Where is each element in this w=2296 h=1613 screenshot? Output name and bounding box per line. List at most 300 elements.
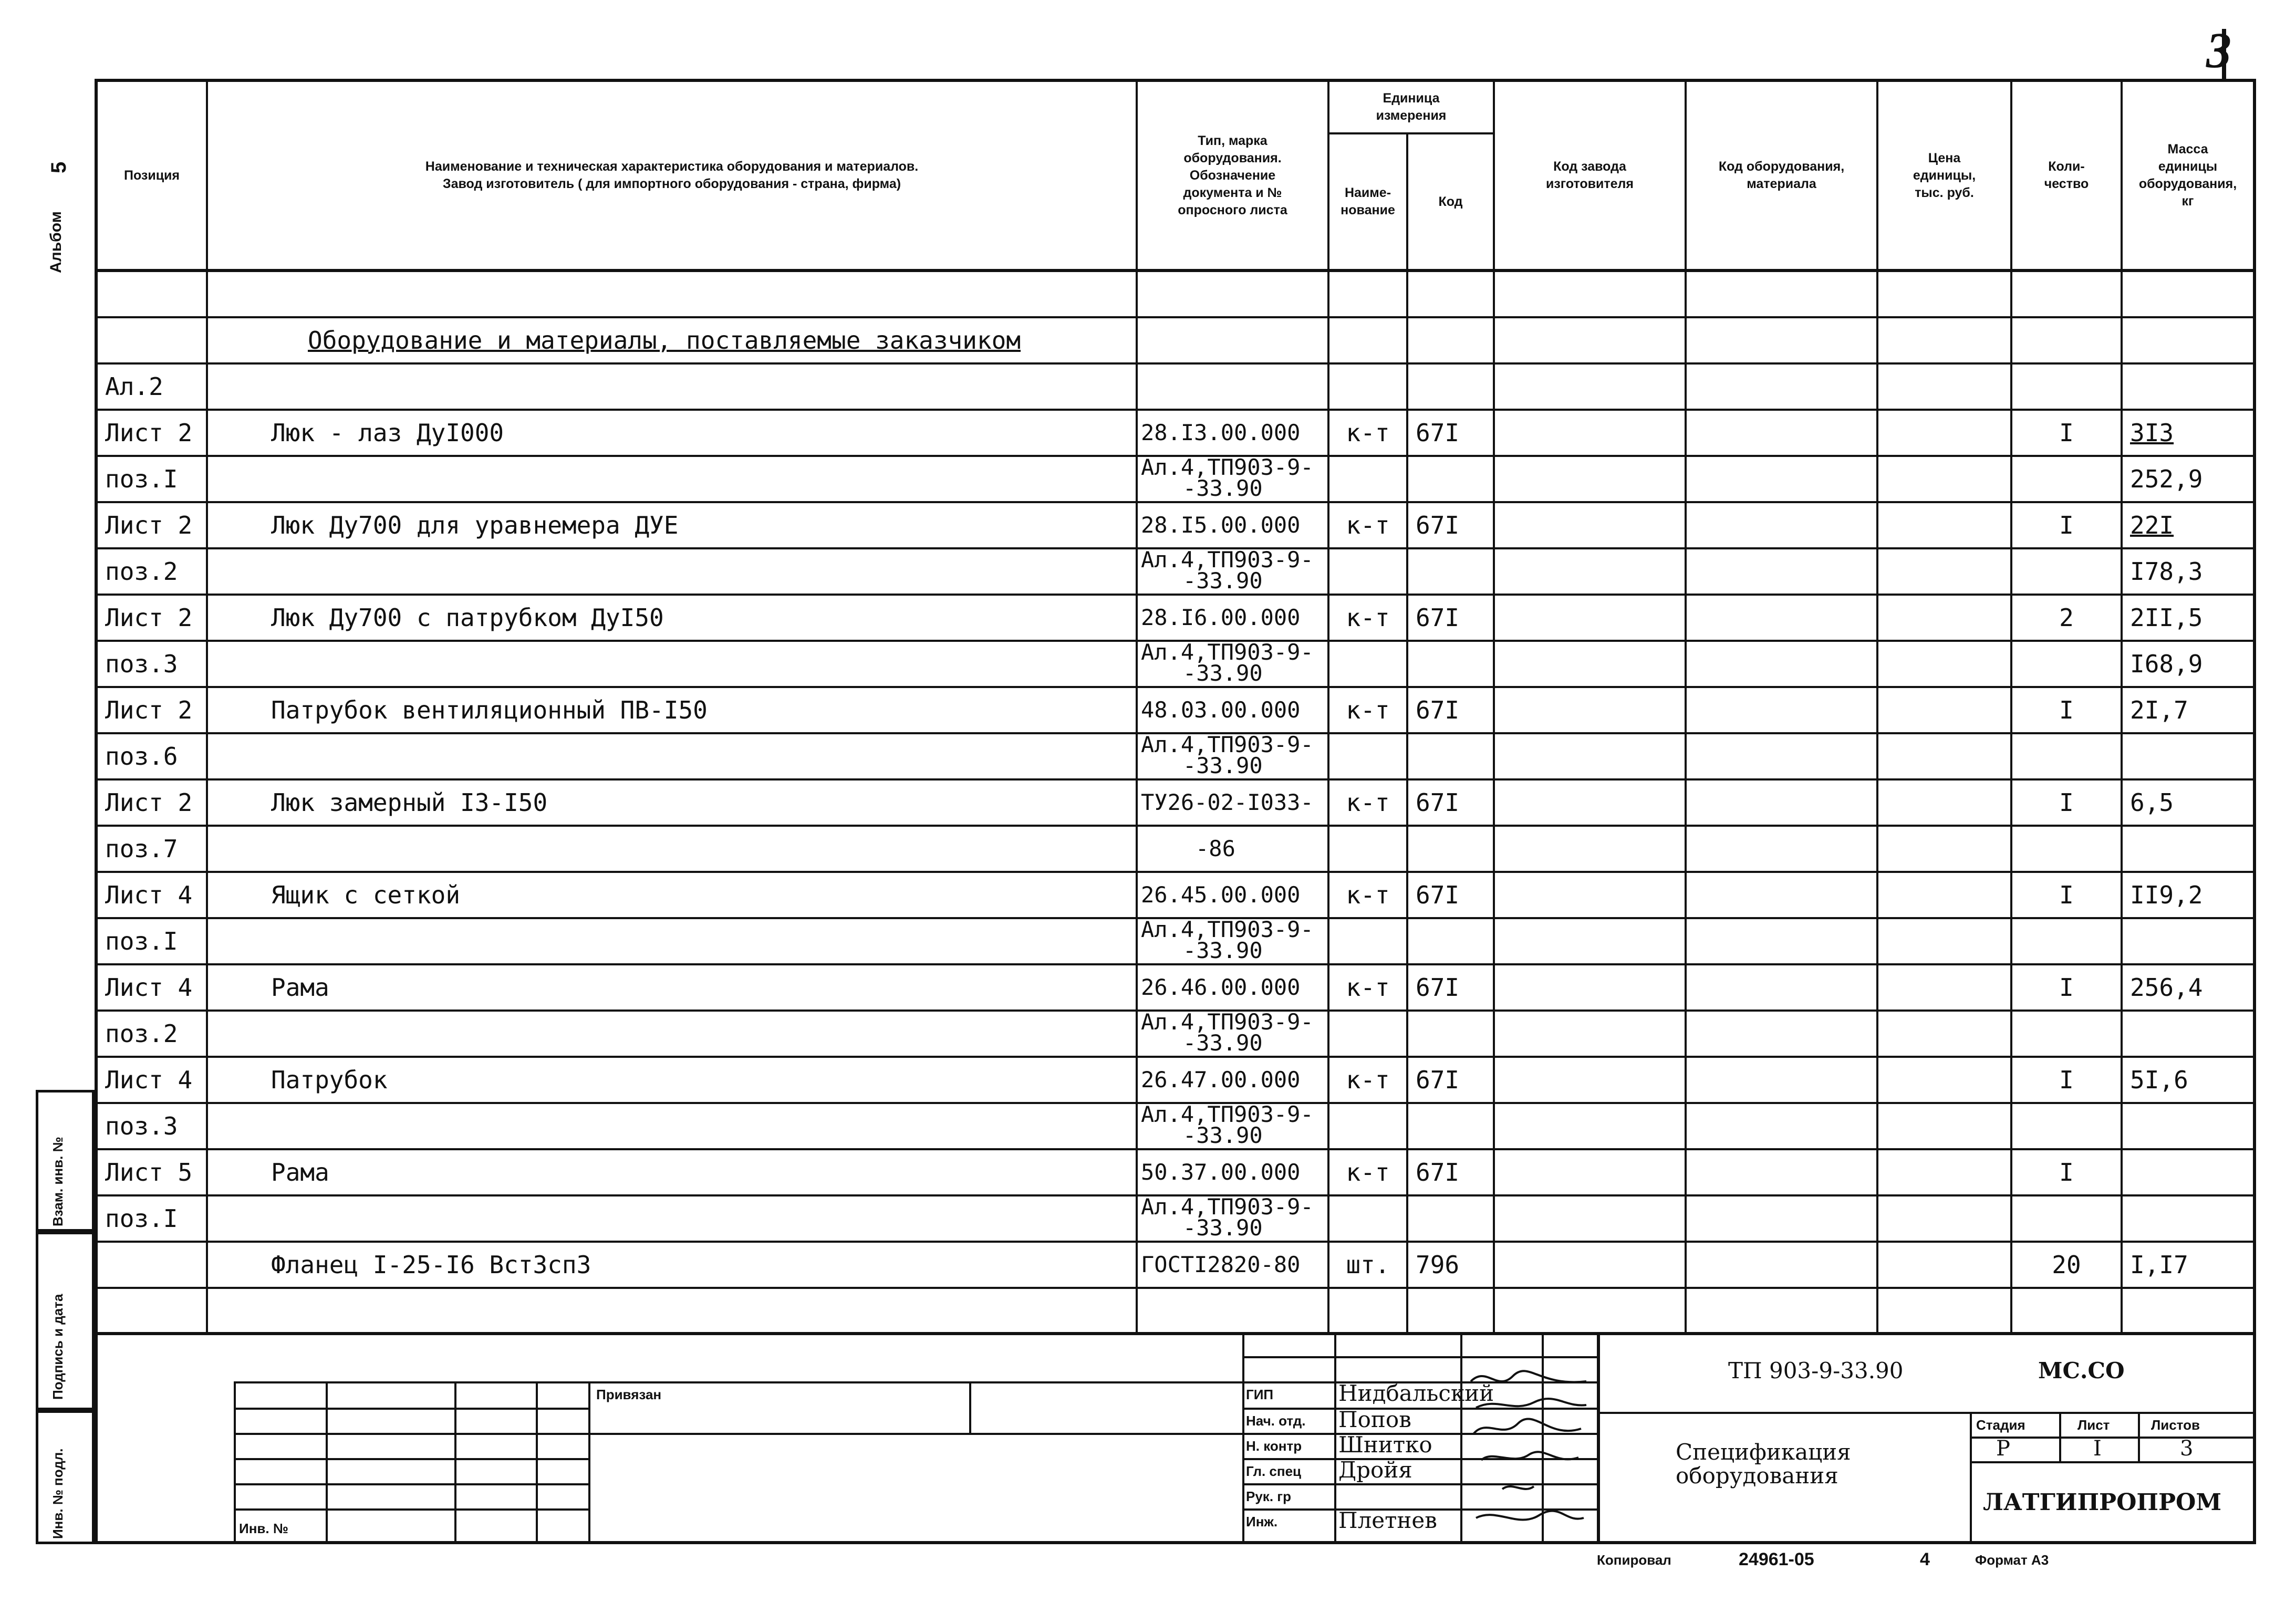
table-row-empty: [98, 272, 2253, 318]
cell-code: [1408, 457, 1495, 501]
row-code: 67I: [1416, 1158, 1460, 1187]
row-position: Ал.2: [105, 372, 163, 401]
cell-unit: [1329, 1104, 1408, 1148]
cell-factory: [1495, 318, 1687, 362]
cell-pos: [98, 688, 208, 732]
row-name: Патрубок вентиляционный ПВ-I50: [271, 696, 708, 724]
row-qty: 2: [2059, 603, 2074, 632]
cell-doc: [1138, 1196, 1329, 1241]
row-mass: 22I: [2130, 511, 2174, 539]
row-doc-l2: -33.90: [1183, 753, 1263, 778]
cell-factory: [1495, 1150, 1687, 1194]
table-row: [98, 549, 2253, 596]
cell-factory: [1495, 642, 1687, 686]
cell-price: [1878, 457, 2012, 501]
row-mass: I68,9: [2130, 650, 2203, 678]
cell-doc: [1138, 1058, 1329, 1102]
cell-qty: [2012, 365, 2123, 409]
sheets-value: 3: [2180, 1437, 2194, 1461]
title-right-row-1: [1597, 1412, 2253, 1414]
row-doc-l1: Ал.4,ТП903-9-: [1141, 1196, 1314, 1220]
title-block-top-line: [98, 1332, 2253, 1335]
row-position: Лист 4: [105, 973, 193, 1002]
row-qty: I: [2059, 419, 2074, 447]
document-title-l2: оборудования: [1676, 1463, 1838, 1489]
header-unit-group-l1: Единица: [1383, 91, 1440, 106]
table-row: [98, 596, 2253, 642]
signer-name: Плетнев: [1338, 1507, 1437, 1533]
privyazan-row-1: [234, 1408, 588, 1410]
header-unit-name-l2: нование: [1341, 203, 1395, 217]
row-mass: 5I,6: [2130, 1066, 2188, 1094]
cell-price: [1878, 1289, 2012, 1333]
cell-unit: [1329, 827, 1408, 871]
row-qty: I: [2059, 511, 2074, 539]
stage-col-2: [2138, 1412, 2140, 1461]
cell-mass: [2123, 596, 2253, 640]
stage-row-1: [1970, 1437, 2253, 1439]
signature-scribbles: [1466, 1360, 1597, 1539]
cell-name: [208, 688, 1138, 732]
row-unit: к-т: [1346, 1066, 1390, 1094]
cell-pos: [98, 1243, 208, 1287]
signer-name: Нидбальский: [1338, 1380, 1494, 1406]
row-unit: к-т: [1346, 1158, 1390, 1187]
cell-code: [1408, 272, 1495, 316]
sign-col-0: [1242, 1332, 1244, 1542]
header-price-l1: Цена: [1928, 150, 1961, 165]
cell-doc: [1138, 365, 1329, 409]
cell-qty: [2012, 596, 2123, 640]
row-qty: I: [2059, 881, 2074, 909]
cell-mass: [2123, 1012, 2253, 1056]
cell-qty: [2012, 318, 2123, 362]
privyazan-row-4: [234, 1483, 588, 1485]
table-row-section: [98, 318, 2253, 365]
row-qty: I: [2059, 1158, 2074, 1187]
album-label-text: Альбом: [47, 211, 65, 273]
cell-code: [1408, 503, 1495, 547]
header-mass-l3: оборудования,: [2138, 176, 2237, 191]
table-header: [98, 82, 2253, 272]
cell-qty: [2012, 1104, 2123, 1148]
cell-factory: [1495, 503, 1687, 547]
header-mass-l1: Масса: [2167, 142, 2208, 157]
privyazan-col-1: [326, 1381, 328, 1542]
table-row: [98, 1289, 2253, 1335]
cell-qty: [2012, 965, 2123, 1010]
cell-name: [208, 318, 1138, 362]
cell-mass: [2123, 318, 2253, 362]
row-code: 67I: [1416, 603, 1460, 632]
cell-name: [208, 1058, 1138, 1102]
row-code: 67I: [1416, 511, 1460, 539]
table-row: [98, 734, 2253, 781]
role-label: ГИП: [1246, 1387, 1274, 1402]
cell-code: [1408, 318, 1495, 362]
cell-price: [1878, 642, 2012, 686]
cell-price: [1878, 1196, 2012, 1241]
organization-name: ЛАТГИПРОПРОМ: [1983, 1489, 2222, 1516]
cell-equip: [1687, 1196, 1878, 1241]
privyazan-label: Привязан: [596, 1387, 662, 1402]
header-factory-l2: изготовителя: [1545, 176, 1634, 191]
cell-code: [1408, 781, 1495, 825]
cell-factory: [1495, 873, 1687, 917]
cell-pos: [98, 318, 208, 362]
stage-col-1: [2059, 1412, 2061, 1461]
cell-doc: [1138, 272, 1329, 316]
row-mass: 2II,5: [2130, 603, 2203, 632]
cell-price: [1878, 827, 2012, 871]
sign-col-1: [1334, 1332, 1336, 1542]
cell-unit: [1329, 781, 1408, 825]
header-unit-code: [1408, 134, 1495, 269]
cell-code: [1408, 596, 1495, 640]
cell-code: [1408, 1243, 1495, 1287]
stamp-inv-podl-text: Инв. № подл.: [50, 1448, 66, 1539]
row-doc-l2: -33.90: [1183, 1030, 1263, 1056]
row-position: поз.I: [105, 927, 178, 955]
cell-name: [208, 503, 1138, 547]
table-row: [98, 503, 2253, 549]
cell-code: [1408, 688, 1495, 732]
cell-unit: [1329, 503, 1408, 547]
cell-code: [1408, 1058, 1495, 1102]
album-number: 5: [47, 161, 70, 173]
row-name: Патрубок: [271, 1066, 388, 1094]
row-mass: I78,3: [2130, 557, 2203, 586]
cell-equip: [1687, 272, 1878, 316]
cell-name: [208, 1289, 1138, 1333]
cell-price: [1878, 365, 2012, 409]
cell-name: [208, 272, 1138, 316]
sheet-label: Лист: [2077, 1417, 2110, 1433]
row-position: поз.2: [105, 1019, 178, 1048]
cell-name: [208, 1150, 1138, 1194]
cell-price: [1878, 318, 2012, 362]
row-doc-l1: Ал.4,ТП903-9-: [1141, 642, 1314, 665]
role-label: Гл. спец: [1246, 1463, 1302, 1479]
header-factory-code: [1495, 82, 1687, 269]
cell-factory: [1495, 688, 1687, 732]
cell-mass: [2123, 1196, 2253, 1241]
cell-pos: [98, 365, 208, 409]
cell-unit: [1329, 365, 1408, 409]
row-mass: 3I3: [2130, 419, 2174, 447]
table-row: [98, 781, 2253, 827]
cell-factory: [1495, 549, 1687, 594]
row-unit: к-т: [1346, 881, 1390, 909]
cell-mass: [2123, 411, 2253, 455]
cell-doc: [1138, 318, 1329, 362]
row-mass: 2I,7: [2130, 696, 2188, 724]
header-position: [98, 82, 208, 269]
cell-pos: [98, 781, 208, 825]
cell-mass: [2123, 1104, 2253, 1148]
footer-copied: Копировал: [1597, 1552, 1671, 1568]
cell-factory: [1495, 1243, 1687, 1287]
privyazan-row-2: [234, 1433, 1242, 1435]
cell-qty: [2012, 1243, 2123, 1287]
row-name: Люк Ду700 с патрубком ДуI50: [271, 603, 664, 632]
cell-unit: [1329, 1058, 1408, 1102]
cell-price: [1878, 1012, 2012, 1056]
row-doc-l1: Ал.4,ТП903-9-: [1141, 1104, 1314, 1127]
table-row: [98, 688, 2253, 734]
role-label: Инж.: [1246, 1514, 1278, 1529]
header-mass-l4: кг: [2181, 194, 2194, 209]
cell-mass: [2123, 642, 2253, 686]
cell-doc: [1138, 642, 1329, 686]
row-position: поз.3: [105, 1112, 178, 1140]
cell-equip: [1687, 318, 1878, 362]
cell-doc: [1138, 457, 1329, 501]
cell-code: [1408, 411, 1495, 455]
stage-value: Р: [1996, 1437, 2010, 1461]
cell-name: [208, 1196, 1138, 1241]
cell-mass: [2123, 1150, 2253, 1194]
row-name: Люк - лаз ДуI000: [271, 419, 504, 447]
cell-pos: [98, 1058, 208, 1102]
cell-factory: [1495, 781, 1687, 825]
role-label: Н. контр: [1246, 1438, 1302, 1454]
cell-factory: [1495, 734, 1687, 778]
cell-code: [1408, 642, 1495, 686]
privyazan-row-5: [234, 1508, 588, 1511]
document-code: ТП 903-9-33.90: [1728, 1358, 1904, 1383]
header-unit-code-text: Код: [1438, 194, 1463, 209]
header-type: [1138, 82, 1329, 269]
cell-qty: [2012, 1150, 2123, 1194]
cell-qty: [2012, 827, 2123, 871]
row-doc: 26.45.00.000: [1141, 882, 1301, 908]
signer-name: Шнитко: [1338, 1432, 1432, 1458]
row-doc: 50.37.00.000: [1141, 1159, 1301, 1185]
cell-unit: [1329, 688, 1408, 732]
privyazan-col-5: [969, 1381, 971, 1434]
cell-equip: [1687, 1150, 1878, 1194]
cell-doc: [1138, 1243, 1329, 1287]
table-row: [98, 457, 2253, 503]
cell-equip: [1687, 734, 1878, 778]
header-equip-l1: Код оборудования,: [1718, 159, 1845, 174]
header-equip-l2: материала: [1747, 176, 1816, 191]
cell-pos: [98, 411, 208, 455]
row-doc: 28.I5.00.000: [1141, 512, 1301, 538]
cell-code: [1408, 365, 1495, 409]
row-mass: II9,2: [2130, 881, 2203, 909]
row-doc: 26.46.00.000: [1141, 974, 1301, 1000]
cell-equip: [1687, 457, 1878, 501]
title-right-col-1: [1970, 1412, 1972, 1544]
header-type-l4: документа и №: [1183, 185, 1282, 200]
document-mark: МС.СО: [2038, 1358, 2125, 1383]
cell-code: [1408, 734, 1495, 778]
cell-equip: [1687, 549, 1878, 594]
row-unit: к-т: [1346, 788, 1390, 817]
privyazan-block: [234, 1381, 1242, 1542]
cell-factory: [1495, 272, 1687, 316]
sheet-value: I: [2093, 1437, 2102, 1461]
cell-price: [1878, 688, 2012, 732]
role-label: Нач. отд.: [1246, 1413, 1306, 1429]
cell-price: [1878, 272, 2012, 316]
footer-format: Формат А3: [1975, 1552, 2049, 1568]
row-qty: I: [2059, 973, 2074, 1002]
cell-qty: [2012, 1289, 2123, 1333]
stamp-podpis-data: [36, 1232, 95, 1410]
cell-name: [208, 781, 1138, 825]
cell-equip: [1687, 781, 1878, 825]
cell-mass: [2123, 1058, 2253, 1102]
cell-unit: [1329, 457, 1408, 501]
cell-unit: [1329, 318, 1408, 362]
cell-code: [1408, 827, 1495, 871]
cell-price: [1878, 1150, 2012, 1194]
cell-name: [208, 457, 1138, 501]
cell-doc: [1138, 1289, 1329, 1333]
cell-qty: [2012, 873, 2123, 917]
cell-qty: [2012, 642, 2123, 686]
cell-equip: [1687, 1058, 1878, 1102]
cell-unit: [1329, 272, 1408, 316]
cell-price: [1878, 965, 2012, 1010]
cell-pos: [98, 827, 208, 871]
cell-mass: [2123, 873, 2253, 917]
cell-name: [208, 411, 1138, 455]
cell-equip: [1687, 1012, 1878, 1056]
stamp-vzam-inv: [36, 1090, 95, 1232]
row-mass: I,I7: [2130, 1251, 2188, 1279]
cell-price: [1878, 1058, 2012, 1102]
row-code: 67I: [1416, 973, 1460, 1002]
cell-price: [1878, 919, 2012, 963]
cell-unit: [1329, 1150, 1408, 1194]
cell-mass: [2123, 503, 2253, 547]
row-position: Лист 5: [105, 1158, 193, 1187]
cell-pos: [98, 272, 208, 316]
sign-col-2: [1460, 1332, 1462, 1542]
header-mass: [2123, 82, 2253, 269]
cell-pos: [98, 734, 208, 778]
header-quantity: [2012, 82, 2123, 269]
row-doc: 28.I6.00.000: [1141, 605, 1301, 630]
cell-price: [1878, 411, 2012, 455]
table-row: [98, 411, 2253, 457]
cell-name: [208, 919, 1138, 963]
stamp-inv-podl: [36, 1410, 95, 1544]
stamp-vzam-inv-text: Взам. инв. №: [50, 1137, 66, 1226]
row-mass: 256,4: [2130, 973, 2203, 1002]
row-doc: 28.I3.00.000: [1141, 420, 1301, 445]
cell-mass: [2123, 1243, 2253, 1287]
cell-qty: [2012, 688, 2123, 732]
cell-factory: [1495, 411, 1687, 455]
cell-equip: [1687, 965, 1878, 1010]
header-price-l3: тыс. руб.: [1915, 185, 1974, 200]
header-mass-l2: единицы: [2158, 159, 2218, 174]
cell-mass: [2123, 365, 2253, 409]
cell-pos: [98, 1150, 208, 1194]
cell-doc: [1138, 411, 1329, 455]
cell-code: [1408, 919, 1495, 963]
cell-doc: [1138, 965, 1329, 1010]
row-name: Рама: [271, 973, 329, 1002]
cell-equip: [1687, 365, 1878, 409]
privyazan-col-4: [588, 1381, 590, 1542]
header-name: [208, 82, 1138, 269]
row-qty: I: [2059, 1066, 2074, 1094]
header-unit-name-l1: Наиме-: [1344, 185, 1391, 200]
cell-price: [1878, 873, 2012, 917]
cell-mass: [2123, 272, 2253, 316]
cell-doc: [1138, 549, 1329, 594]
sheet-number: 3: [2206, 22, 2231, 78]
header-type-l1: Тип, марка: [1198, 133, 1268, 148]
row-doc-l2: -33.90: [1183, 568, 1263, 594]
cell-equip: [1687, 642, 1878, 686]
row-doc-l1: Ал.4,ТП903-9-: [1141, 549, 1314, 573]
row-name: Ящик с сеткой: [271, 881, 461, 909]
cell-pos: [98, 873, 208, 917]
header-qty-l2: чество: [2044, 176, 2089, 191]
cell-code: [1408, 1012, 1495, 1056]
cell-doc: [1138, 1012, 1329, 1056]
cell-mass: [2123, 734, 2253, 778]
row-position: поз.2: [105, 557, 178, 586]
row-position: поз.7: [105, 835, 178, 863]
cell-unit: [1329, 642, 1408, 686]
cell-mass: [2123, 781, 2253, 825]
row-name: Рама: [271, 1158, 329, 1187]
cell-unit: [1329, 919, 1408, 963]
header-qty-l1: Коли-: [2048, 159, 2085, 174]
row-qty: 20: [2052, 1251, 2081, 1279]
inv-no-label: Инв. №: [239, 1521, 288, 1536]
row-qty: I: [2059, 788, 2074, 817]
cell-mass: [2123, 827, 2253, 871]
row-doc: 26.47.00.000: [1141, 1067, 1301, 1092]
cell-doc: [1138, 734, 1329, 778]
cell-price: [1878, 596, 2012, 640]
row-doc-l1: Ал.4,ТП903-9-: [1141, 457, 1314, 480]
table-row: [98, 1243, 2253, 1289]
header-position-text: Позиция: [123, 168, 180, 183]
row-position: поз.I: [105, 1204, 178, 1233]
cell-price: [1878, 734, 2012, 778]
cell-equip: [1687, 827, 1878, 871]
row-position: поз.6: [105, 742, 178, 771]
cell-qty: [2012, 1058, 2123, 1102]
cell-unit: [1329, 965, 1408, 1010]
sign-col-4: [1597, 1332, 1600, 1542]
cell-mass: [2123, 1289, 2253, 1333]
table-row: [98, 919, 2253, 965]
row-position: поз.I: [105, 465, 178, 493]
row-unit: шт.: [1346, 1251, 1390, 1279]
cell-unit: [1329, 734, 1408, 778]
cell-pos: [98, 596, 208, 640]
cell-factory: [1495, 457, 1687, 501]
row-name: Люк замерный I3-I50: [271, 788, 548, 817]
cell-name: [208, 1243, 1138, 1287]
cell-doc: [1138, 827, 1329, 871]
cell-equip: [1687, 503, 1878, 547]
row-doc-l2: -33.90: [1183, 938, 1263, 963]
cell-unit: [1329, 411, 1408, 455]
table-row: [98, 365, 2253, 411]
